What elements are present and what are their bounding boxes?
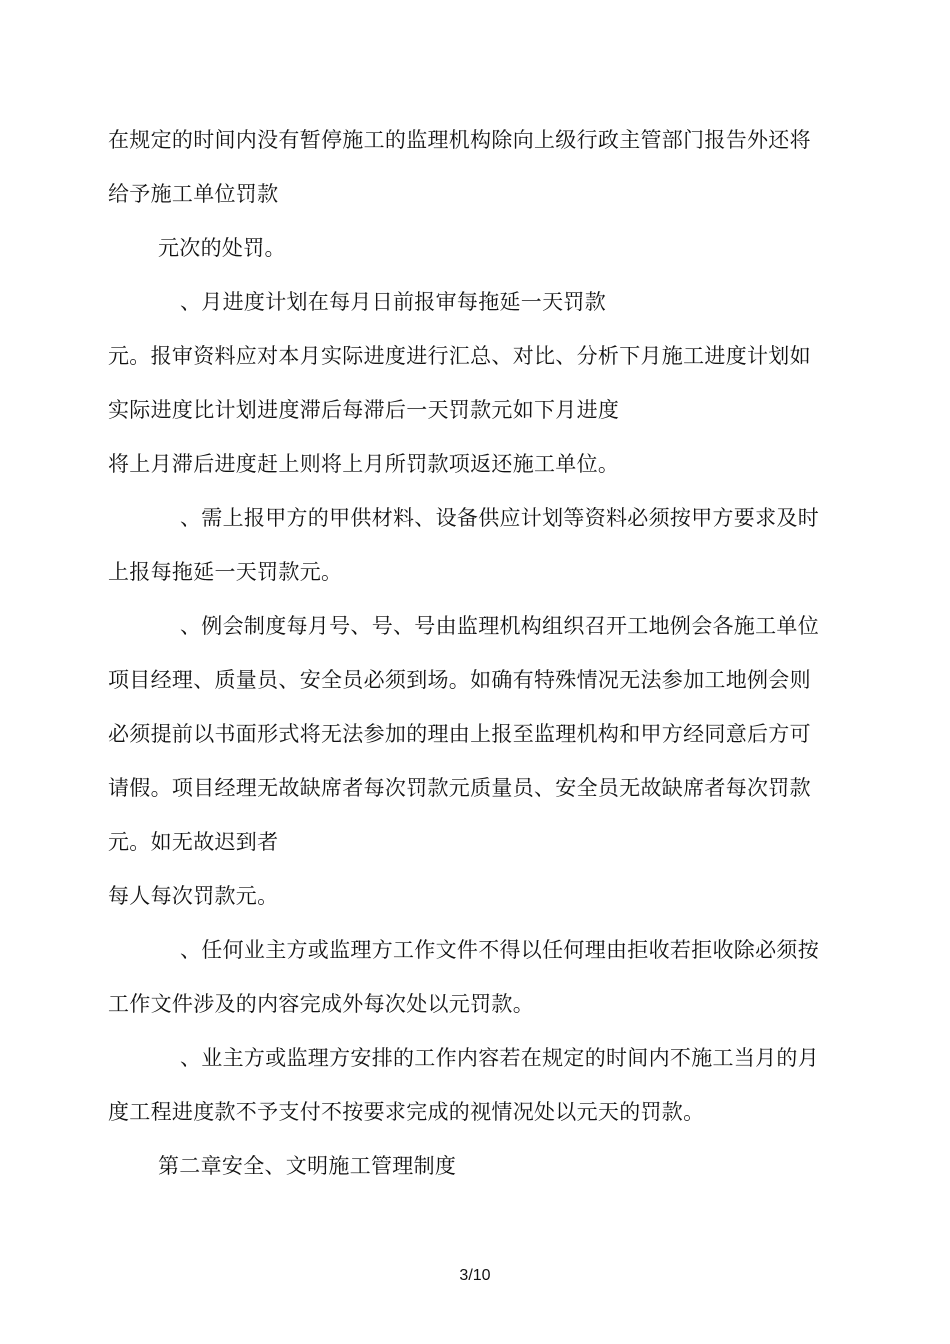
text-line: 度工程进度款不予支付不按要求完成的视情况处以元天的罚款。 [108,1100,705,1124]
text-line: 、月进度计划在每月日前报审每拖延一天罚款 [180,290,606,314]
text-line: 将上月滞后进度赶上则将上月所罚款项返还施工单位。 [108,452,620,476]
text-line: 元次的处罚。 [158,236,286,260]
text-line: 在规定的时间内没有暂停施工的监理机构除向上级行政主管部门报告外还将 [108,128,811,152]
text-line: 、业主方或监理方安排的工作内容若在规定的时间内不施工当月的月 [180,1046,819,1070]
text-line: 工作文件涉及的内容完成外每次处以元罚款。 [108,992,534,1016]
text-line: 、需上报甲方的甲供材料、设备供应计划等资料必须按甲方要求及时 [180,506,819,530]
text-line: 项目经理、质量员、安全员必须到场。如确有特殊情况无法参加工地例会则 [108,668,811,692]
section-heading: 第二章安全、文明施工管理制度 [158,1154,457,1178]
text-line: 、任何业主方或监理方工作文件不得以任何理由拒收若拒收除必须按 [180,938,819,962]
text-line: 元。如无故迟到者 [108,830,279,854]
text-line: 请假。项目经理无故缺席者每次罚款元质量员、安全员无故缺席者每次罚款 [108,776,811,800]
text-line: 上报每拖延一天罚款元。 [108,560,343,584]
text-line: 给予施工单位罚款 [108,182,279,206]
text-line: 、例会制度每月号、号、号由监理机构组织召开工地例会各施工单位 [180,614,819,638]
text-line: 实际进度比计划进度滞后每滞后一天罚款元如下月进度 [108,398,620,422]
text-line: 必须提前以书面形式将无法参加的理由上报至监理机构和甲方经同意后方可 [108,722,811,746]
text-line: 每人每次罚款元。 [108,884,279,908]
page-number: 3/10 [459,1267,491,1284]
text-line: 元。报审资料应对本月实际进度进行汇总、对比、分析下月施工进度计划如 [108,344,811,368]
